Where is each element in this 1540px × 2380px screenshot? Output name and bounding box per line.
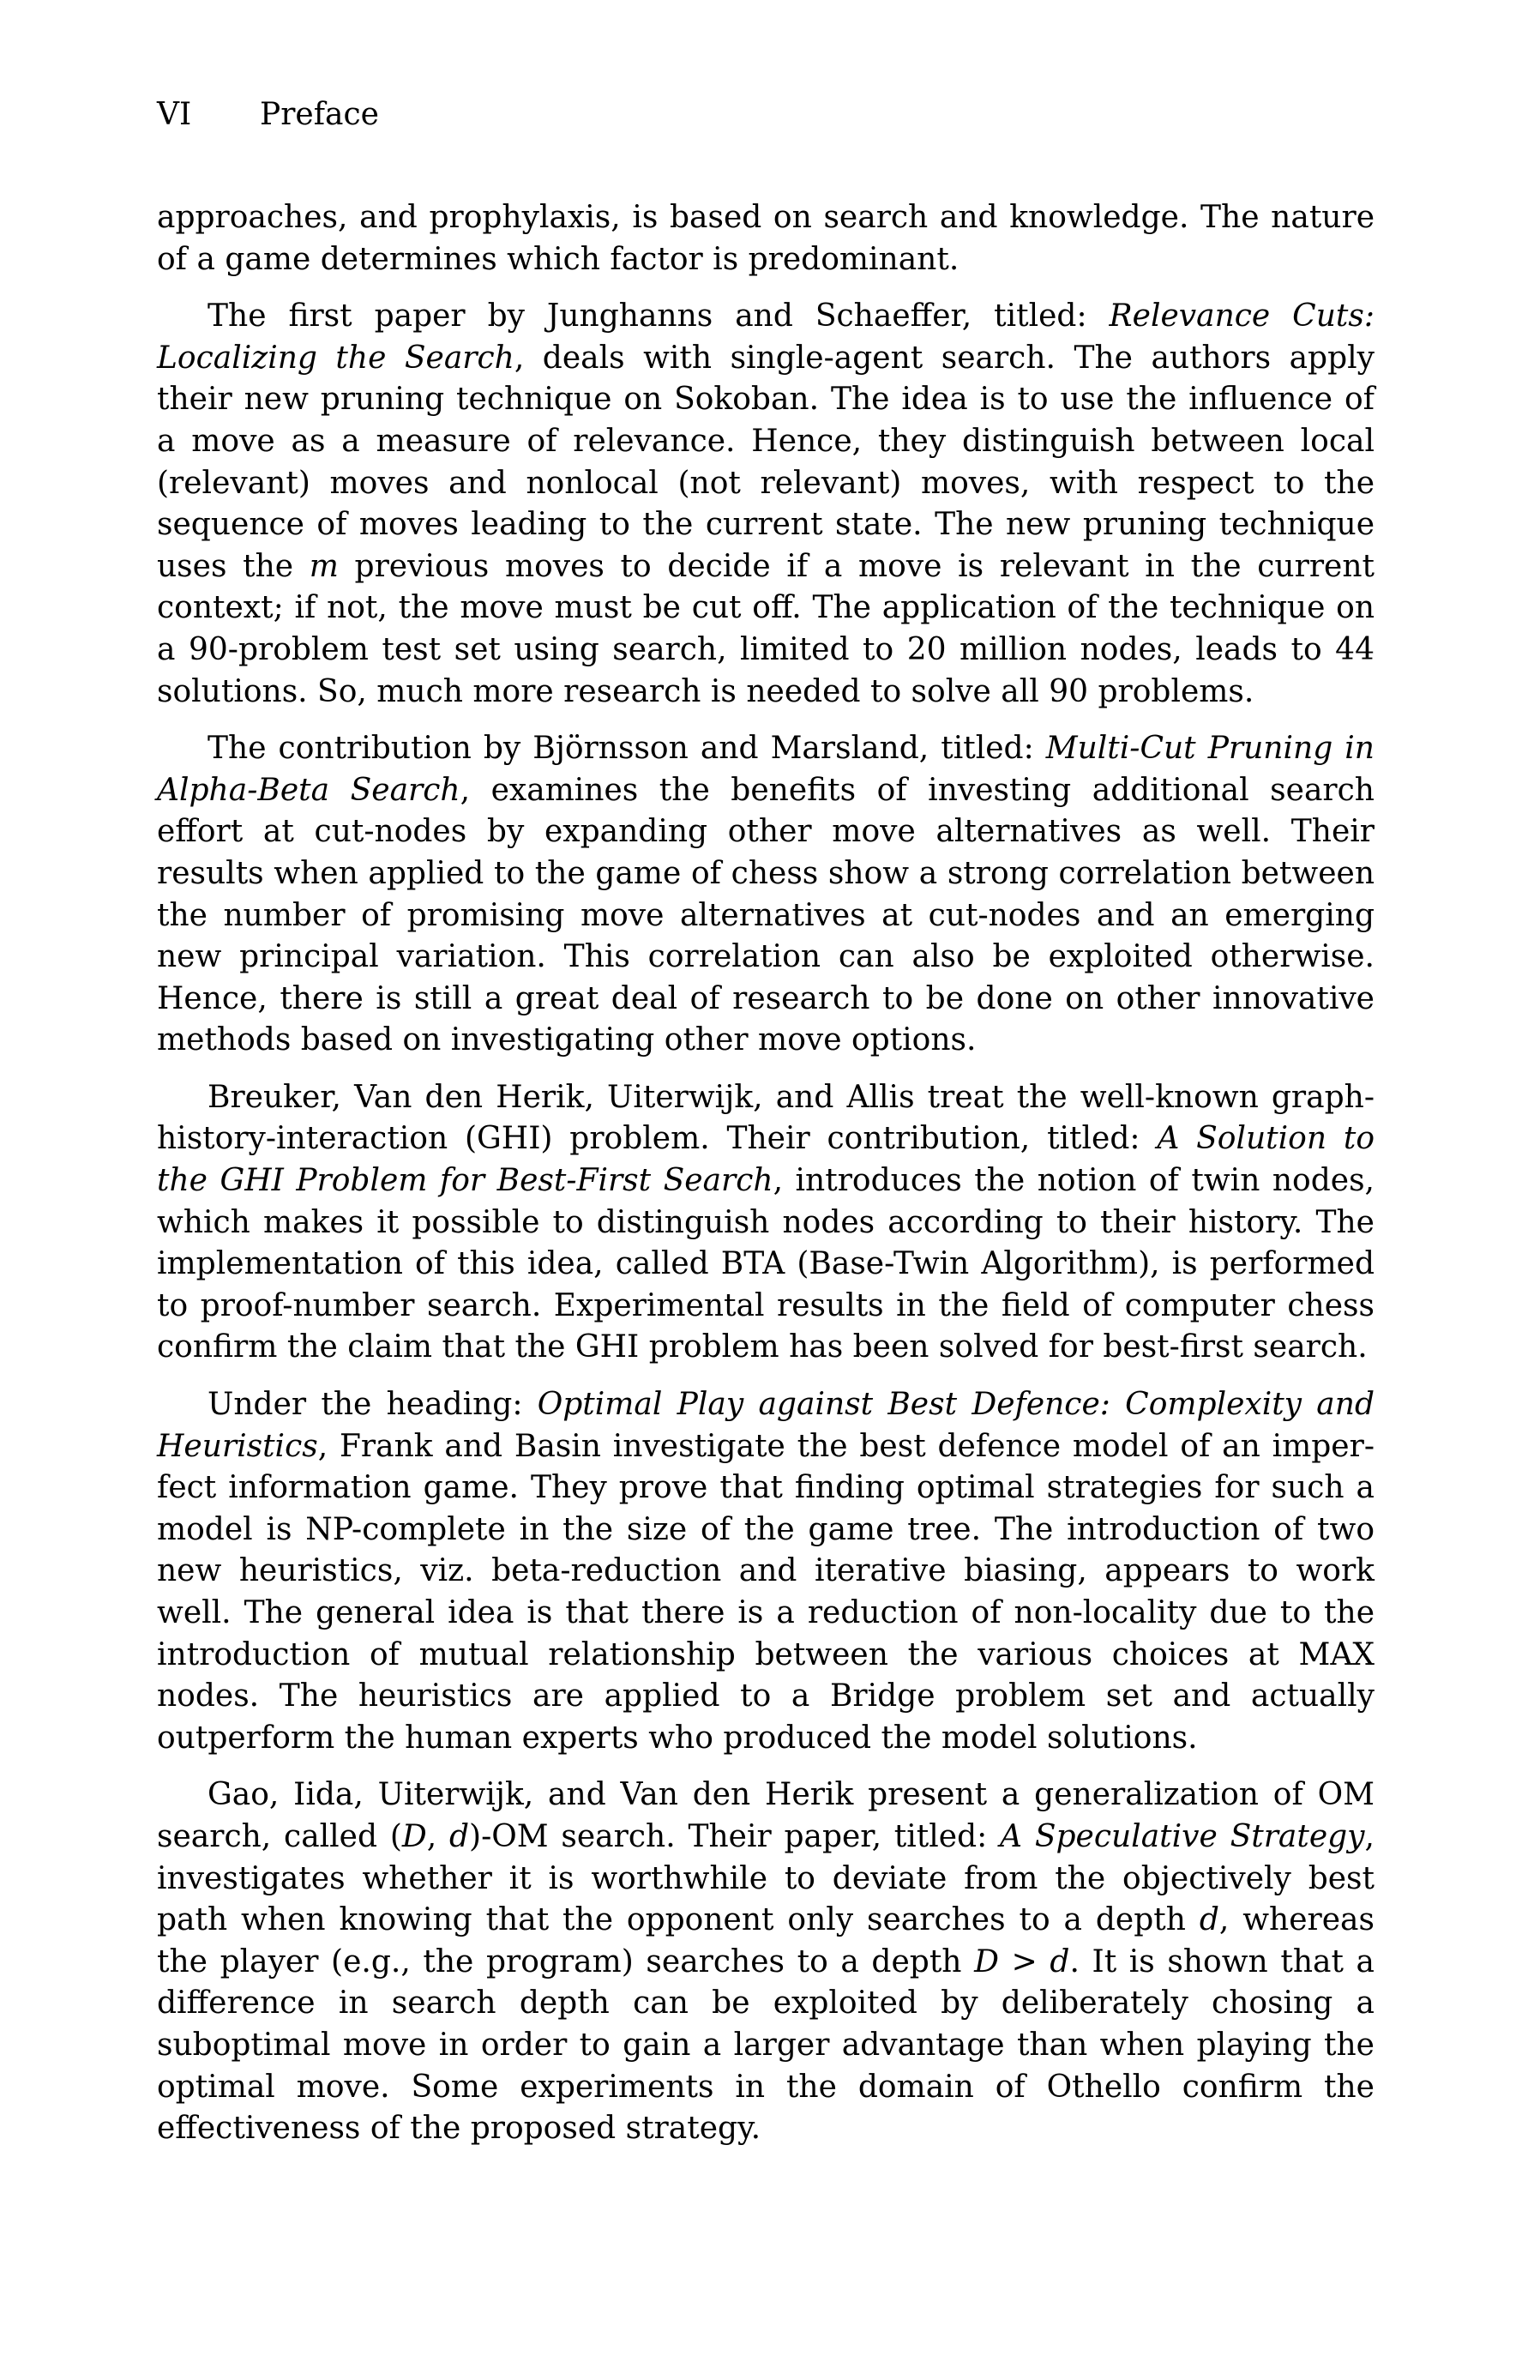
running-header [157,94,1375,136]
text-run: > [998,1943,1050,1979]
math-variable: d [1050,1943,1070,1979]
page-number: VI [157,97,192,132]
text-run: The contribution by Björnsson and Marsland, titled: [208,731,1046,767]
text-run: Gao, Iida, Uiterwijk, and Van den Herik present a generalization of OM search, called ( [157,1777,1375,1854]
paragraph-5 [157,1384,1375,1759]
running-title: Preface [260,97,379,132]
paper-title-speculative: A Speculative Strategy [1000,1818,1365,1854]
math-variable: D [401,1818,427,1854]
paper-title-ghi: A Solution to the GHI Problem for Best-First Search [157,1121,1375,1199]
math-variable: m [309,548,339,584]
paragraph-1 [157,197,1375,280]
text-run: , examines the benefits of investing additional search effort at cut-nodes by expanding other move alternatives as well. Their results when applied to the game of chess show a strong correlation between the number of promising move alternatives at cut-nodes and an emerging new principal variation. This correlation can also be exploited otherwise. Hence, there is still a great deal of research to be done on other innovative methods based on investigating other move options. [157,772,1375,1058]
paragraph-4 [157,1077,1375,1369]
text-run: The first paper by Junghanns and Schaeffer, titled: [208,298,1110,334]
text-run: previous moves to decide if a move is relevant in the current context; if not, the move must be cut off. The application of the technique on a 90-problem test set using search, limited to 20 million nodes, leads to 44 solutions. So, much more research is needed to solve all 90 problems. [157,548,1375,709]
text-run: )-OM search. Their paper, titled: [469,1818,1001,1854]
text-run: , deals with single-agent search. The authors apply their new pruning technique on Sokoban. The idea is to use the influence of a move as a measure of relevance. Hence, they distinguish between local (relevant) moves and nonlocal (not relevant) moves, with respect to the sequence of moves leading to the current state. The new pruning technique uses the [157,340,1375,584]
paper-title-relevance-cuts: Relevance Cuts: Localizing the Search [157,298,1375,376]
paragraph-3 [157,728,1375,1062]
text-run: Breuker, Van den Herik, Uiterwijk, and Allis treat the well-known graph-history-interaction (GHI) problem. Their contribution, titled: [157,1079,1375,1157]
text-run: , introduces the notion of twin nodes, which makes it possible to distinguish nodes according to their history. The implementation of this idea, called BTA (Base-Twin Algorithm), is performed to proof-number search. Experimental results in the field of computer chess confirm the claim that the GHI problem has been solved for best-first search. [157,1163,1375,1365]
text-run: approaches, and prophylaxis, is based on search and knowledge. The nature of a game determines which factor is predominant. [157,200,1375,277]
text-run: , whereas the player (e.g., the program) searches to a depth [157,1902,1375,1979]
text-run: , [426,1818,449,1854]
paragraph-2 [157,296,1375,713]
paper-title-optimal-play: Optimal Play against Best Defence: Complexity and Heuristics [157,1387,1375,1464]
paper-title-multi-cut: Multi-Cut Pruning in Alpha-Beta Search [157,731,1375,808]
text-run: , Frank and Basin investigate the best defence model of an imperfect information game. They prove that finding optimal strategies for such a model is NP-complete in the size of the game tree. The introduction of two new heuristics, viz. beta-reduction and iterative biasing, appears to work well. The general idea is that there is a reduction of non-locality due to the introduction of mutual relationship between the various choices at MAX nodes. The heuristics are applied to a Bridge problem set and actually outperform the human experts who produced the model solutions. [157,1428,1375,1756]
paragraph-6 [157,1774,1375,2149]
text-run: Under the heading: [208,1387,538,1423]
text-run: . It is shown that a difference in search depth can be exploited by deliberately chosing a suboptimal move in order to gain a larger advantage than when playing the optimal move. Some experiments in the domain of Othello confirm the effectiveness of the proposed strategy. [157,1943,1375,2147]
math-variable: D [974,1943,999,1979]
text-run: , investigates whether it is worthwhile to deviate from the objectively best path when knowing that the opponent only searches to a depth [157,1818,1375,1938]
math-variable: d [448,1818,470,1854]
document-page [157,94,1375,2166]
math-variable: d [1199,1902,1219,1938]
